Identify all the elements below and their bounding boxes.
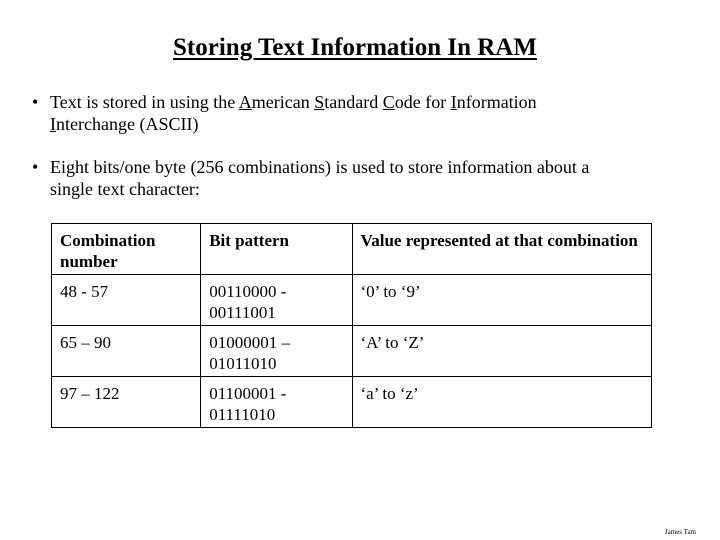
header-bit-pattern: Bit pattern — [201, 224, 352, 275]
table-row — [52, 275, 652, 326]
underlined-letter: C — [382, 92, 395, 112]
table-row — [52, 326, 652, 377]
bullet-text: tandard — [324, 92, 383, 112]
underlined-letter: S — [314, 92, 325, 112]
footer-author: James Tam — [664, 528, 696, 536]
table-cell: 01100001 - 01111010 — [201, 377, 352, 428]
bullet-text: single text character: — [50, 179, 200, 199]
table-cell: 48 - 57 — [52, 275, 201, 326]
table-header-row — [52, 224, 652, 275]
slide-title: Storing Text Information In RAM — [173, 34, 537, 61]
bullet-text: ode for — [394, 92, 451, 112]
bullet-ascii-definition — [32, 91, 672, 135]
table-cell: 97 – 122 — [52, 377, 201, 428]
table-cell: 00110000 - 00111001 — [201, 275, 352, 326]
bullet-text: merican — [251, 92, 315, 112]
table-cell: 65 – 90 — [52, 326, 201, 377]
bullet-text: nformation — [456, 92, 537, 112]
table-cell: ‘0’ to ‘9’ — [352, 275, 651, 326]
bullet-text: Text is stored in using the — [50, 92, 239, 112]
bullet-text: nterchange (ASCII) — [56, 114, 199, 134]
header-combination-number: Combination number — [52, 224, 201, 275]
table-cell: ‘a’ to ‘z’ — [352, 377, 651, 428]
header-value-represented: Value represented at that combination — [352, 224, 651, 275]
bullet-marker: • — [32, 92, 39, 112]
underlined-letter: I — [450, 92, 457, 112]
bullet-eight-bits — [32, 156, 682, 200]
bullet-marker: • — [32, 157, 39, 177]
underlined-letter: A — [238, 92, 252, 112]
table-cell: ‘A’ to ‘Z’ — [352, 326, 651, 377]
table-cell: 01000001 – 01011010 — [201, 326, 352, 377]
ascii-table — [51, 223, 652, 428]
bullet-text: Eight bits/one byte (256 combinations) is used to store information about a — [50, 157, 590, 177]
underlined-letter: I — [50, 114, 56, 134]
table-row — [52, 377, 652, 428]
